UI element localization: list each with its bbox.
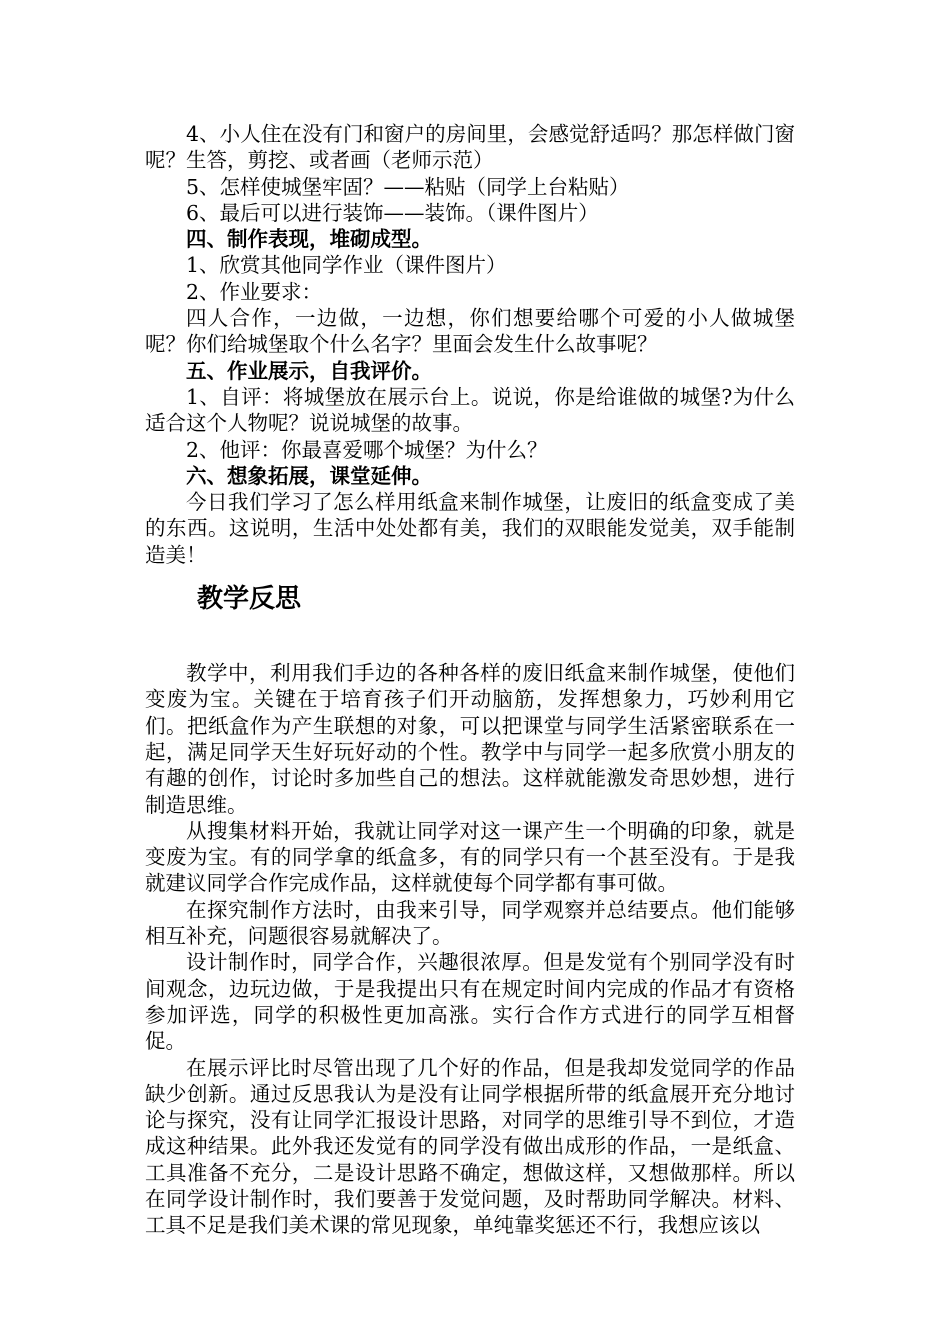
paragraph-4-2: 2、作业要求： xyxy=(186,279,323,304)
paragraph-6-1: 今日我们学习了怎么样用纸盒来制作城堡，让废旧的纸盒变成了美的东西。这说明，生活中处处都有美，我们的双眼能发觉美，双手能制造美！ xyxy=(145,490,795,567)
section-heading-4: 四、制作表现，堆砌成型。 xyxy=(186,227,432,252)
paragraph-4-1: 1、欣赏其他同学作业（课件图片） xyxy=(186,253,507,278)
reflection-paragraph-2: 从搜集材料开始，我就让同学对这一课产生一个明确的印象，就是变废为宝。有的同学拿的纸盒多，有的同学只有一个甚至没有。于是我就建议同学合作完成作品，这样就使每个同学都有事可做。 xyxy=(145,818,795,896)
paragraph-step-6: 6、最后可以进行装饰——装饰。（课件图片） xyxy=(186,200,599,225)
reflection-paragraph-4: 设计制作时，同学合作，兴趣很浓厚。但是发觉有个别同学没有时间观念，边玩边做，于是我提出只有在规定时间内完成的作品才有资格参加评选，同学的积极性更加高涨。实行合作方式进行的同学互相督促。 xyxy=(145,950,795,1054)
reflection-paragraph-5: 在展示评比时尽管出现了几个好的作品，但是我却发觉同学的作品缺少创新。通过反思我认为是没有让同学根据所带的纸盒展开充分地讨论与探究，没有让同学汇报设计思路，对同学的思维引导不到位，才造成这种结果。此外我还发觉有的同学没有做出成形的作品，一是纸盒、工具准备不充分，二是设计思路不确定，想做这样，又想做那样。所以在同学设计制作时，我们要善于发觉问题，及时帮助同学解决。材料、工具不足是我们美术课的常见现象，单纯靠奖惩还不行，我想应该以 xyxy=(145,1055,795,1238)
paragraph-step-5: 5、怎样使城堡牢固？——粘贴（同学上台粘贴） xyxy=(186,174,630,199)
paragraph-4-3: 四人合作，一边做，一边想，你们想要给哪个可爱的小人做城堡呢？你们给城堡取个什么名字？里面会发生什么故事呢？ xyxy=(145,306,795,357)
paragraph-5-2: 2、他评：你最喜爱哪个城堡？为什么？ xyxy=(186,437,548,462)
section-heading-6: 六、想象拓展，课堂延伸。 xyxy=(186,463,432,488)
section-heading-5: 五、作业展示，自我评价。 xyxy=(186,358,432,383)
document-body xyxy=(145,121,795,1239)
reflection-paragraph-3: 在探究制作方法时，由我来引导，同学观察并总结要点。他们能够相互补充，问题很容易就解决了。 xyxy=(145,897,795,949)
reflection-paragraph-1: 教学中，利用我们手边的各种各样的废旧纸盒来制作城堡，使他们变废为宝。关键在于培育孩子们开动脑筋，发挥想象力，巧妙利用它们。把纸盒作为产生联想的对象，可以把课堂与同学生活紧密联系在一起，满足同学天生好玩好动的个性。教学中与同学一起多欣赏小朋友的有趣的创作，讨论时多加些自己的想法。这样就能激发奇思妙想，进行制造思维。 xyxy=(145,661,795,817)
paragraph-step-4: 4、小人住在没有门和窗户的房间里，会感觉舒适吗？那怎样做门窗呢？生答，剪挖、或者画（老师示范） xyxy=(145,122,795,173)
reflection-title: 教学反思 xyxy=(197,584,302,615)
paragraph-5-1: 1、自评：将城堡放在展示台上。说说，你是给谁做的城堡?为什么适合这个人物呢？说说城堡的故事。 xyxy=(145,384,795,436)
